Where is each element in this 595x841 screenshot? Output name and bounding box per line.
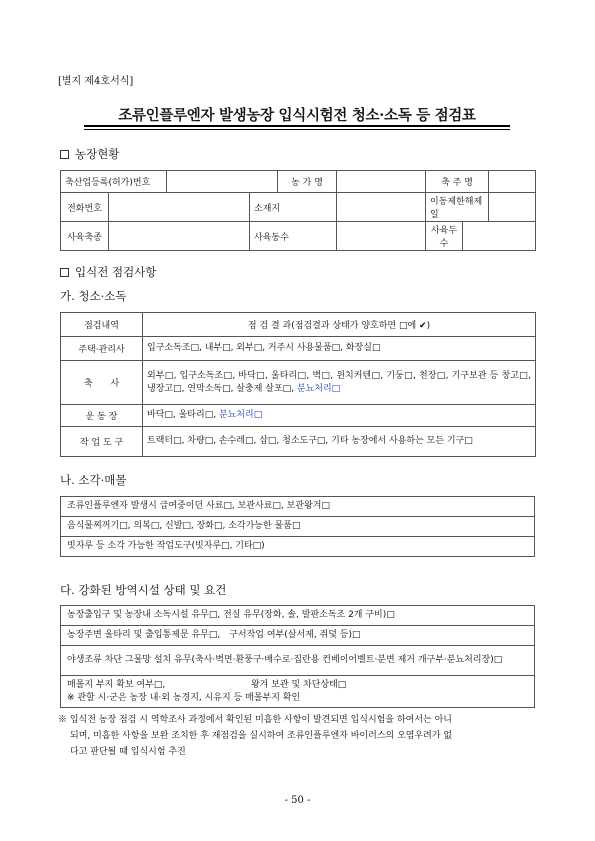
row-result-tools[interactable] (143, 427, 536, 457)
result-text: 외부□, 입구소독조□, 바닥□, 울타리□, 벽□, 윈치커텐□, 기둥□, 천장□, 기구보관 등 창고□, 냉장고□, 연막소독□, 살충제 살포□, (147, 370, 531, 394)
cleaning-heading: 가. 청소·소독 (60, 289, 127, 303)
page-number: - 50 - (284, 795, 311, 806)
square-bullet-icon (60, 268, 69, 277)
footnote (58, 712, 538, 760)
species-label: 사육축종 (61, 222, 109, 251)
livestock-reg-label: 축산업등록(허가)번호 (61, 171, 167, 193)
title-underline (84, 125, 510, 127)
phone-value[interactable] (109, 193, 250, 222)
bird-count-label: 사육두수 (426, 222, 463, 251)
result-text: 트랙터□, 차량□, 손수레□, 삽□, 청소도구□, 기타 농장에서 사용하는 모든 기구□ (147, 436, 473, 446)
head-count-value[interactable] (337, 222, 426, 251)
inspection-heading-label: 입식전 점검사항 (75, 265, 157, 279)
row-item-barn: 축 사 (61, 361, 143, 405)
col-item-header: 점검내역 (61, 313, 143, 337)
livestock-reg-value[interactable] (167, 171, 278, 193)
row-item-tools: 작 업 도 구 (61, 427, 143, 457)
row-result-house[interactable] (143, 337, 536, 361)
facilities-row-4[interactable] (61, 676, 535, 708)
result-text: 입구소독조□, 내부□, 외부□, 거주시 사용물품□, 화장실□ (147, 343, 381, 353)
row-item-house: 주택·관리사 (61, 337, 143, 361)
farm-name-label: 농 가 명 (278, 171, 337, 193)
footnote-line-1: ※ 입식전 농장 점검 시 역학조사 과정에서 확인된 미흡한 사항이 발견되면 입식시험을 하여서는 아니 (58, 715, 452, 725)
facilities-heading: 다. 강화된 방역시설 상태 및 요건 (60, 583, 227, 597)
title-underline-thin (84, 129, 510, 130)
burning-table (60, 496, 535, 557)
phone-label: 전화번호 (61, 193, 109, 222)
footnote-line-2: 되며, 미흡한 사항을 보완 조치한 후 재점검을 실시하여 조류인플루엔자 바이러스의 오염우려가 없 (70, 731, 453, 741)
square-bullet-icon (60, 150, 69, 159)
facilities-table (60, 605, 535, 708)
burning-row-1[interactable]: 조류인플루엔자 발생시 급여중이던 사료□, 보관사료□, 보관왕겨□ (61, 497, 535, 517)
owner-label: 축 주 명 (426, 171, 489, 193)
row-result-yard[interactable] (143, 405, 536, 427)
col-result-header: 점 검 결 과(점검결과 상태가 양호하면 □에 ✔) (143, 313, 536, 337)
footnote-line-3: 다고 판단될 때 입식시험 추진 (70, 747, 186, 757)
release-date-value[interactable] (489, 193, 536, 222)
facilities-row-2[interactable]: 농장주변 울타리 및 출입통제문 유무□, 구서작업 여부(살서제, 쥐덫 등)□ (61, 626, 535, 646)
result-highlight-text: 분뇨처리□ (296, 383, 341, 394)
document-title-block (84, 104, 510, 130)
husk-storage-text: 왕겨 보관 및 차단상태□ (250, 679, 347, 690)
result-highlight-text: 분뇨처리□ (218, 410, 263, 420)
document-title: 조류인플루엔자 발생농장 입식시험전 청소·소독 등 점검표 (118, 107, 476, 124)
burning-heading: 나. 소각·매몰 (60, 473, 127, 487)
inspection-heading (60, 264, 156, 280)
release-date-label: 이동제한해제일 (426, 193, 489, 222)
address-label: 소재지 (250, 193, 337, 222)
facilities-row-1[interactable]: 농장출입구 및 농장내 소독시설 유무□, 전실 유무(장화, 솔, 발판소독조 2개 구비)□ (61, 606, 535, 626)
burial-site-text: 매몰지 부지 확보 여부□, (67, 679, 166, 690)
row-item-yard: 운 동 장 (61, 405, 143, 427)
address-value[interactable] (337, 193, 426, 222)
farm-status-heading-label: 농장현황 (75, 147, 120, 161)
farm-name-value[interactable] (337, 171, 426, 193)
cleaning-table (60, 312, 536, 457)
bird-count-value[interactable] (463, 222, 536, 251)
burning-row-2[interactable]: 음식물찌꺼기□, 의복□, 신발□, 장화□, 소각가능한 물품□ (61, 517, 535, 537)
burial-note-text: ※ 관할 시·군은 농장 내·외 농경지, 시유지 등 매몰부지 확인 (67, 692, 301, 703)
head-count-label: 사육동수 (250, 222, 337, 251)
owner-value[interactable] (489, 171, 536, 193)
farm-status-heading (60, 146, 119, 162)
farm-status-table (60, 170, 536, 251)
facilities-row-3[interactable]: 야생조류 차단 그물망 설치 유무(축사·벽면·환풍구·배수로·집란용 컨베이어벨트·분변 제거 개구부·분뇨처리장)□ (61, 646, 535, 676)
form-label: [별지 제4호서식] (58, 76, 134, 87)
row-result-barn[interactable] (143, 361, 536, 405)
burning-row-3[interactable]: 빗자루 등 소각 가능한 작업도구(빗자루□, 기타□) (61, 537, 535, 557)
result-text: 바닥□, 울타리□, (147, 410, 219, 420)
species-value[interactable] (109, 222, 250, 251)
